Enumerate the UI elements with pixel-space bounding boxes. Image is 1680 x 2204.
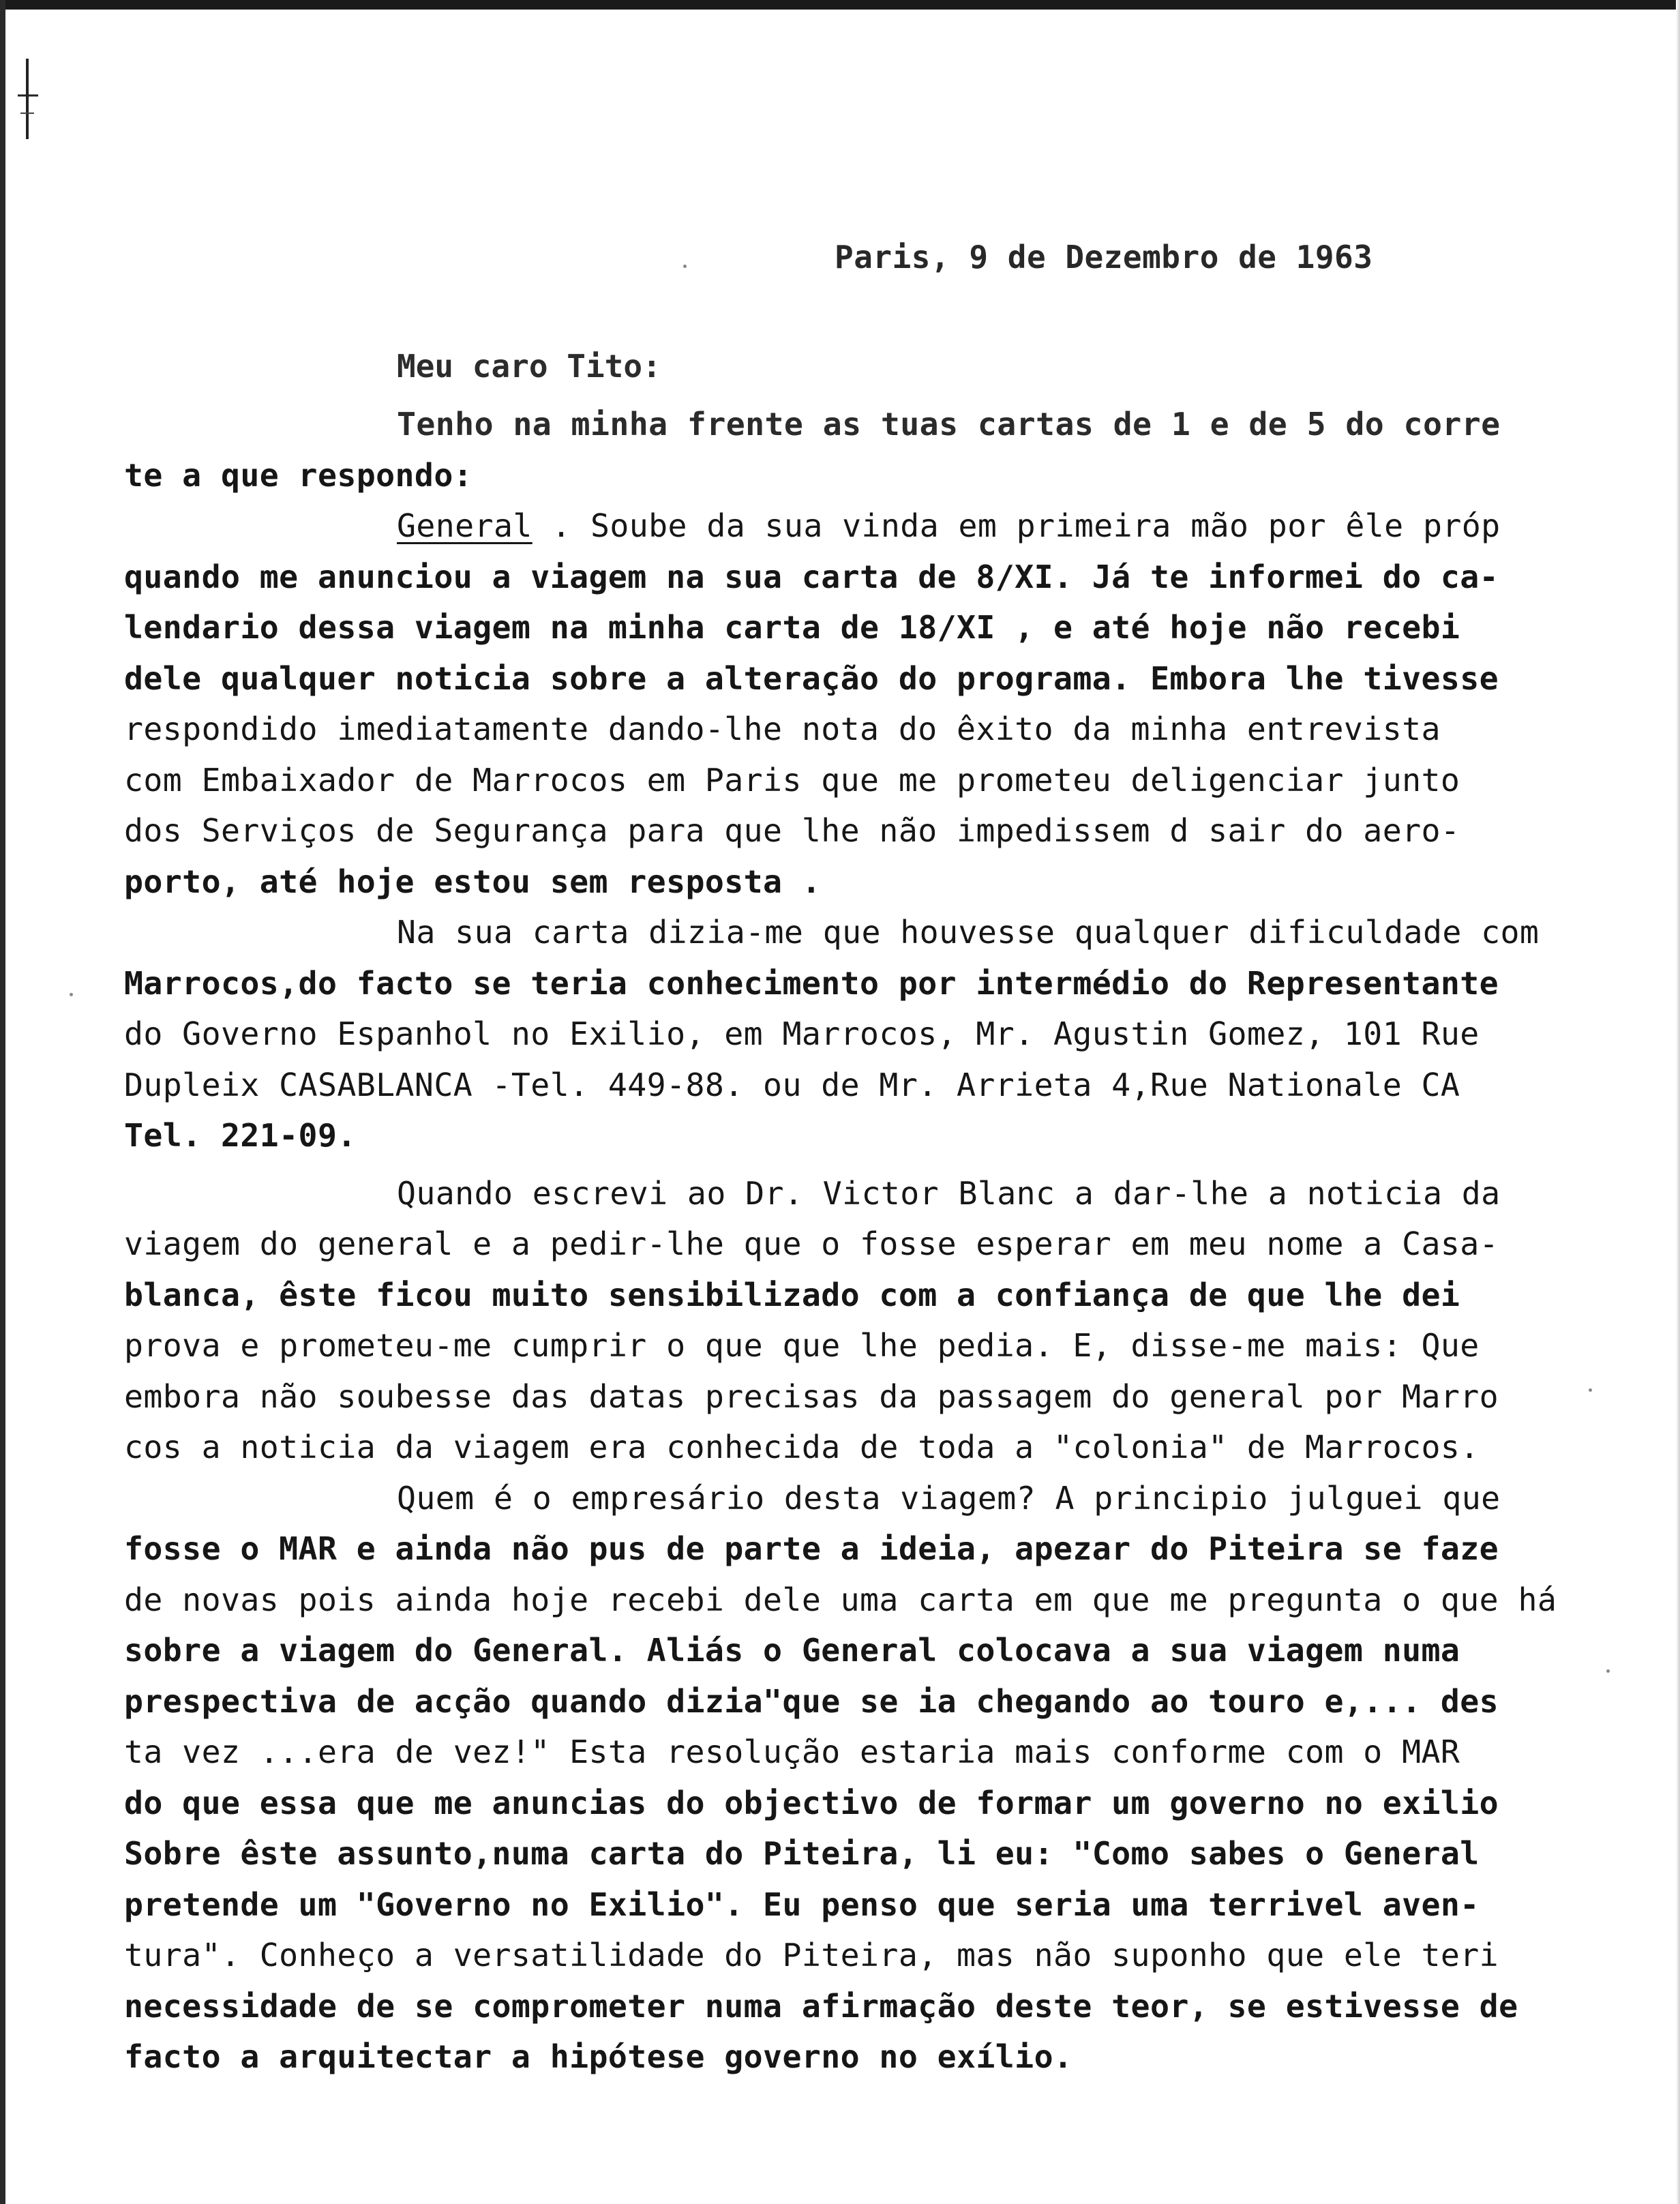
letter-line: respondido imediatamente dando-lhe nota do êxito da minha entrevista	[124, 711, 1441, 747]
letter-line: dele qualquer noticia sobre a alteração do programa. Embora lhe tivesse	[124, 659, 1499, 697]
letter-line: prespectiva de acção quando dizia"que se ia chegando ao touro e,... des	[124, 1682, 1499, 1720]
letter-line: quando me anunciou a viagem na sua carta de 8/XI. Já te informei do ca-	[124, 558, 1499, 595]
letter-line: Na sua carta dizia-me que houvesse qualquer dificuldade com	[397, 914, 1540, 951]
letter-line: sobre a viagem do General. Aliás o General colocava a sua viagem numa	[124, 1632, 1460, 1669]
letter-line: fosse o MAR e ainda não pus de parte a ideia, apezar do Piteira se faze	[124, 1530, 1499, 1567]
letter-line: viagem do general e a pedir-lhe que o fosse esperar em meu nome a Casa-	[124, 1225, 1499, 1262]
letter-line: lendario dessa viagem na minha carta de 18/XI , e até hoje não recebi	[124, 609, 1460, 646]
paper-speck	[70, 993, 73, 996]
letter-line: porto, até hoje estou sem resposta .	[124, 863, 822, 900]
letter-line: Tel. 221-09.	[124, 1117, 357, 1154]
letter-line: cos a noticia da viagem era conhecida de toda a "colonia" de Marrocos.	[124, 1429, 1480, 1465]
paper-speck	[683, 265, 687, 268]
letter-line	[124, 501, 1658, 552]
letter-line: Marrocos,do facto se teria conhecimento por intermédio do Representante	[124, 964, 1499, 1002]
letter-line: necessidade de se comprometer numa afirmação deste teor, se estivesse de	[124, 1987, 1518, 2025]
letter-body	[124, 399, 1658, 2083]
letter-line: do que essa que me anuncias do objectivo de formar um governo no exilio	[124, 1784, 1499, 1821]
letter-line: te a que respondo:	[124, 456, 473, 494]
letter-line: prova e prometeu-me cumprir o que que lhe pedia. E, disse-me mais: Que	[124, 1327, 1480, 1364]
letter-line: Dupleix CASABLANCA -Tel. 449-88. ou de Mr. Arrieta 4,Rue Nationale CA	[124, 1066, 1460, 1103]
paper-speck	[1606, 1669, 1610, 1673]
paper-speck	[1589, 1388, 1592, 1392]
letter-line: pretende um "Governo no Exilio". Eu penso que seria uma terrivel aven-	[124, 1886, 1480, 1923]
letter-line: embora não soubesse das datas precisas da passagem do general por Marro	[124, 1378, 1499, 1415]
letter-line: ta vez ...era de vez!" Esta resolução estaria mais conforme com o MAR	[124, 1733, 1460, 1770]
letter-line: dos Serviços de Segurança para que lhe não impedissem d sair do aero-	[124, 812, 1460, 849]
letter-line: Quando escrevi ao Dr. Victor Blanc a dar-lhe a noticia da	[397, 1174, 1501, 1212]
letter-line-rest: . Soube da sua vinda em primeira mão por êle próp	[532, 507, 1501, 544]
letter-salutation: Meu caro Tito:	[397, 348, 661, 385]
letter-line: blanca, êste ficou muito sensibilizado com a confiança de que lhe dei	[124, 1276, 1460, 1313]
letter-line: Tenho na minha frente as tuas cartas de 1 e de 5 do corre	[397, 406, 1501, 443]
letter-line: Sobre êste assunto,numa carta do Piteira, li eu: "Como sabes o General	[124, 1835, 1480, 1872]
letter-line: do Governo Espanhol no Exilio, em Marrocos, Mr. Agustin Gomez, 101 Rue	[124, 1015, 1480, 1052]
letter-line: tura". Conheço a versatilidade do Piteira, mas não suponho que ele teri	[124, 1937, 1499, 1974]
letter-line: de novas pois ainda hoje recebi dele uma carta em que me pregunta o que há	[124, 1581, 1557, 1618]
letter-line: Quem é o empresário desta viagem? A principio julguei que	[397, 1479, 1501, 1517]
letter-line: facto a arquitectar a hipótese governo no exílio.	[124, 2038, 1073, 2075]
letter-line: com Embaixador de Marrocos em Paris que me prometeu deligenciar junto	[124, 761, 1460, 799]
letter-date: Paris, 9 de Dezembro de 1963	[835, 239, 1373, 276]
section-heading-general: General	[397, 507, 532, 544]
